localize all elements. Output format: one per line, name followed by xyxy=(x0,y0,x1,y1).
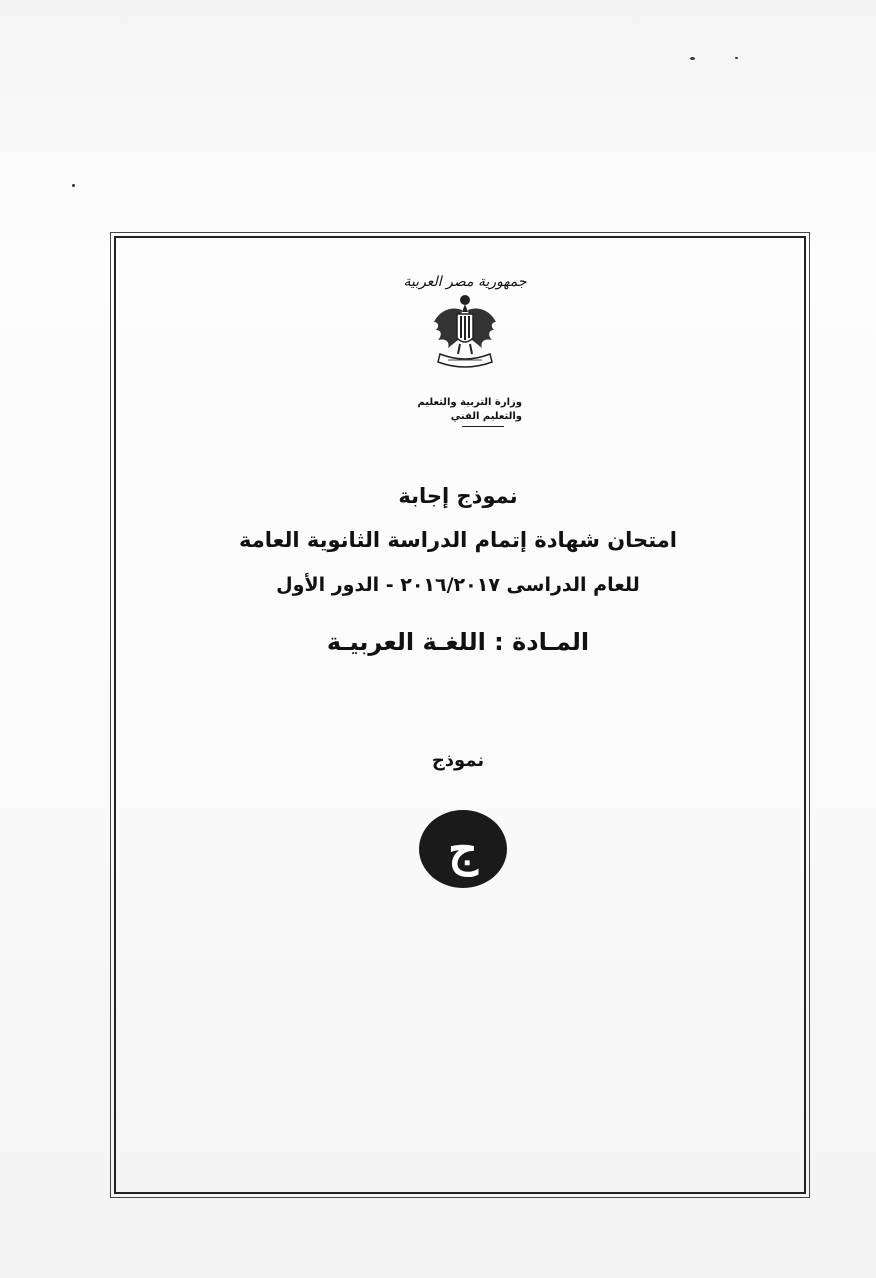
ministry-line-2: والتعليم الفني xyxy=(450,411,522,422)
exam-name: امتحان شهادة إتمام الدراسة الثانوية العامة xyxy=(239,528,677,552)
academic-year: للعام الدراسى ٢٠١٦/٢٠١٧ - الدور الأول xyxy=(276,574,640,596)
ministry-name xyxy=(402,396,522,424)
model-label: نموذج xyxy=(431,750,485,771)
document-title: نموذج إجابة xyxy=(398,484,518,508)
ministry-line-1: وزارة التربية والتعليم xyxy=(417,397,522,408)
paper-speck xyxy=(690,57,695,60)
paper-speck xyxy=(735,57,738,59)
paper-speck xyxy=(72,184,75,187)
eagle-emblem-icon xyxy=(432,292,498,374)
ministry-underline xyxy=(462,426,504,427)
subject-line: المـادة : اللغـة العربيـة xyxy=(326,628,590,656)
document-border xyxy=(114,236,806,1194)
model-letter-badge: ج xyxy=(419,810,507,888)
letterhead xyxy=(400,274,530,422)
republic-name: جمهورية مصر العربية xyxy=(403,274,527,290)
